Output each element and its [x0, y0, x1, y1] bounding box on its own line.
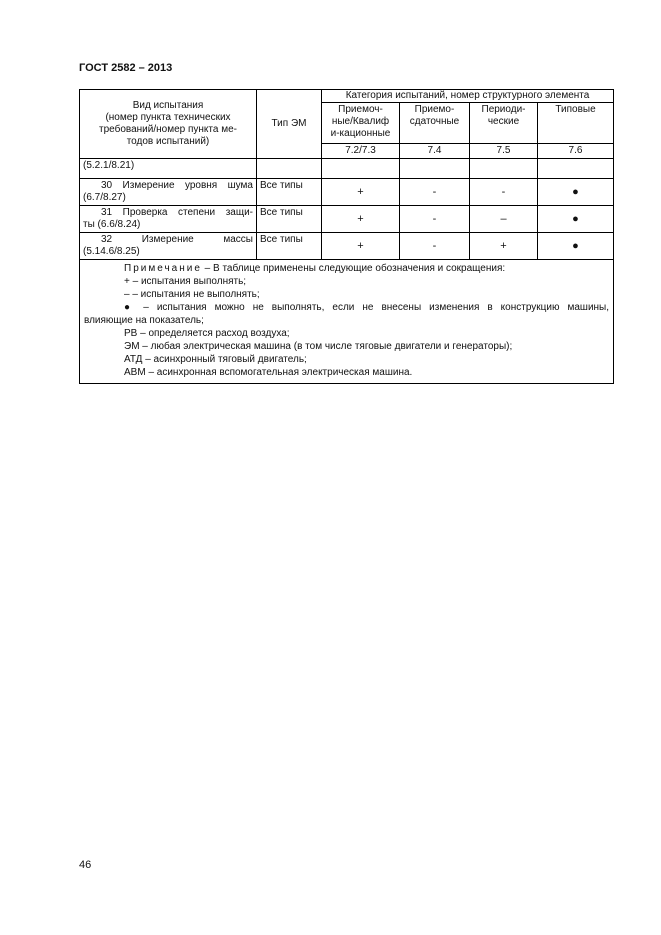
test-category-table	[79, 89, 614, 384]
mark-cell: +	[322, 179, 400, 206]
em-type-cell: Все типы	[257, 206, 322, 233]
header-category-name: Типовые	[538, 103, 614, 144]
note-item: – – испытания не выполнять;	[124, 289, 260, 300]
test-name-line1: 30 Измерение уровня шума	[101, 180, 253, 191]
note-intro-line	[84, 262, 609, 275]
mark-cell: +	[322, 233, 400, 260]
mark-cell: ●	[538, 233, 614, 260]
test-name-line1: 31 Проверка степени защи-	[101, 207, 253, 218]
mark-cell: -	[400, 206, 470, 233]
mark-cell: -	[400, 233, 470, 260]
test-name-line2: (6.7/8.27)	[83, 192, 126, 203]
table-note	[80, 260, 614, 384]
header-category-name: Приемо- сдаточные	[400, 103, 470, 144]
note-item: ЭМ – любая электрическая машина (в том числе тяговые двигатели и генераторы);	[124, 341, 513, 352]
mark-cell: -	[470, 179, 538, 206]
test-name-line2: (5.14.6/8.25)	[83, 246, 140, 257]
header-category-name: Приемоч- ные/Квалиф и-кационные	[322, 103, 400, 144]
note-item: РВ – определяется расход воздуха;	[124, 328, 290, 339]
mark-cell: ●	[538, 179, 614, 206]
header-category-ref: 7.6	[538, 144, 614, 159]
mark-cell: +	[470, 233, 538, 260]
header-em-type: Тип ЭМ	[257, 90, 322, 159]
note-item: ● – испытания можно не выполнять, если не внесены изменения в конструкцию машины,	[124, 302, 610, 313]
page-number: 46	[79, 859, 92, 871]
header-category-ref: 7.2/7.3	[322, 144, 400, 159]
table-row	[80, 179, 614, 206]
mark-cell: +	[322, 206, 400, 233]
document-title: ГОСТ 2582 – 2013	[79, 62, 173, 74]
header-test-type: Вид испытания (номер пункта технических требований/номер пункта ме- тодов испытаний)	[80, 90, 257, 159]
header-category-ref: 7.4	[400, 144, 470, 159]
test-name-cell	[80, 233, 257, 260]
header-category-name: Периоди- ческие	[470, 103, 538, 144]
test-name-line1: 32 Измерение массы	[101, 234, 253, 245]
continuation-cell: (5.2.1/8.21)	[80, 159, 257, 179]
em-type-cell: Все типы	[257, 179, 322, 206]
em-type-cell: Все типы	[257, 233, 322, 260]
note-item: АТД – асинхронный тяговый двигатель;	[124, 354, 307, 365]
mark-cell: -	[400, 179, 470, 206]
test-name-cell	[80, 179, 257, 206]
note-item-continuation: влияющие на показатель;	[84, 315, 204, 326]
header-category: Категория испытаний, номер структурного элемента	[322, 90, 614, 103]
table-row	[80, 233, 614, 260]
table-row	[80, 206, 614, 233]
test-name-cell	[80, 206, 257, 233]
mark-cell: –	[470, 206, 538, 233]
test-name-line2: ты (6.6/8.24)	[83, 219, 141, 230]
note-item: АВМ – асинхронная вспомогательная электрическая машина.	[124, 367, 413, 378]
table-row	[80, 159, 614, 179]
table-header-row	[80, 90, 614, 103]
note-item: + – испытания выполнять;	[124, 276, 247, 287]
note-label: Примечание	[124, 263, 202, 274]
header-category-ref: 7.5	[470, 144, 538, 159]
note-row	[80, 260, 614, 384]
mark-cell: ●	[538, 206, 614, 233]
note-intro: – В таблице применены следующие обозначения и сокращения:	[204, 263, 506, 274]
